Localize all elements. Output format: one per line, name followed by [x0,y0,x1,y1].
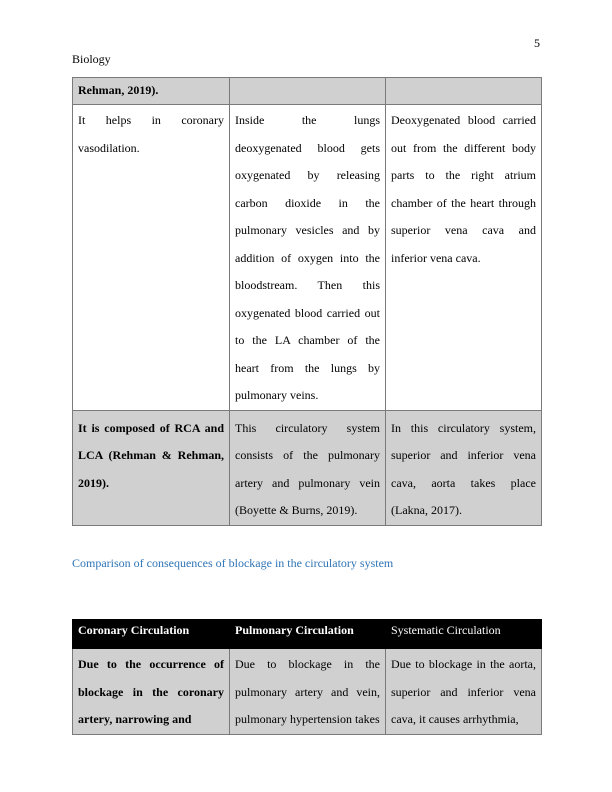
table-row [73,410,542,525]
column-header-pulmonary: Pulmonary Circulation [230,620,386,649]
table-cell [230,78,386,105]
column-header-systematic: Systematic Circulation [386,620,542,649]
table-cell: Due to blockage in the pulmonary artery and vein, pulmonary hypertension takes [230,649,386,735]
page-number: 5 [534,36,540,50]
column-header-coronary: Coronary Circulation [73,620,230,649]
table-row [73,105,542,411]
comparison-table-continued [72,77,542,526]
table-row [73,78,542,105]
table-cell [386,78,542,105]
table-cell: It is composed of RCA and LCA (Rehman & Rehman, 2019). [73,410,230,525]
table-cell: This circulatory system consists of the pulmonary artery and pulmonary vein (Boyette & Burns, 2019). [230,410,386,525]
table-cell: It helps in coronary vasodilation. [73,105,230,411]
running-head: Biology [72,52,111,66]
table-header-row [73,620,542,649]
table-cell: Inside the lungs deoxygenated blood gets oxygenated by releasing carbon dioxide in the pulmonary vesicles and by addition of oxygen into the bloodstream. Then this oxygenated blood carried out to the LA chamber of the heart from the lungs by pulmonary veins. [230,105,386,411]
table-cell: In this circulatory system, superior and inferior vena cava, aorta takes place (Lakna, 2017). [386,410,542,525]
table-cell: Deoxygenated blood carried out from the different body parts to the right atrium chamber of the heart through superior vena cava and inferior vena cava. [386,105,542,411]
table-cell: Due to blockage in the aorta, superior and inferior vena cava, it causes arrhythmia, [386,649,542,735]
table-row [73,649,542,735]
table-cell: Rehman, 2019). [73,78,230,105]
blockage-comparison-table [72,619,542,735]
table-cell: Due to the occurrence of blockage in the coronary artery, narrowing and [73,649,230,735]
section-heading: Comparison of consequences of blockage in the circulatory system [72,556,394,570]
